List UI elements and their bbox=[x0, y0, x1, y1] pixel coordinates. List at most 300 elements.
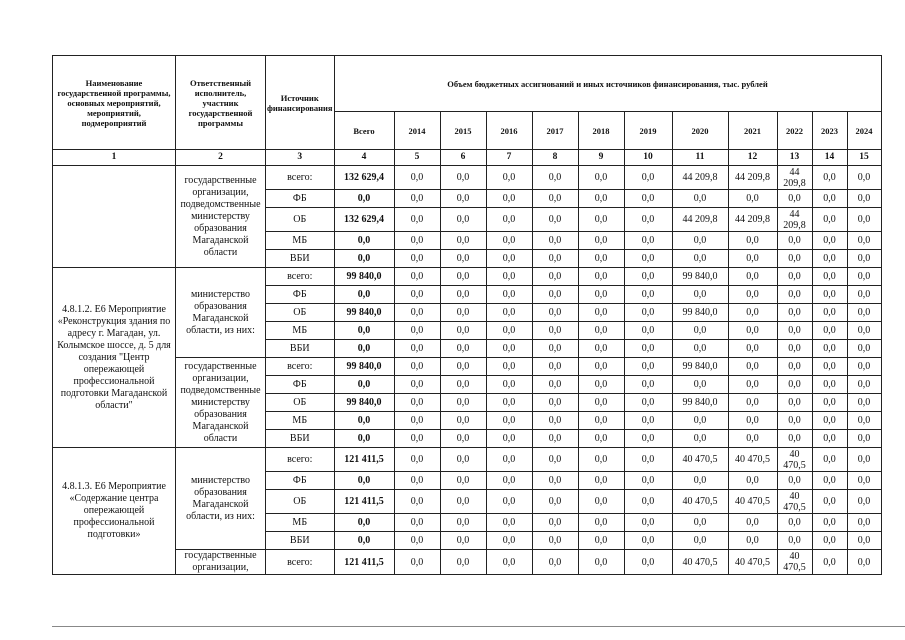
year-value-cell: 0,0 bbox=[578, 376, 624, 394]
year-value-cell: 0,0 bbox=[486, 250, 532, 268]
source-cell: ОБ bbox=[266, 208, 335, 232]
year-value-cell: 0,0 bbox=[624, 208, 672, 232]
year-value-cell: 0,0 bbox=[812, 514, 847, 532]
total-cell: 0,0 bbox=[334, 514, 394, 532]
total-cell: 0,0 bbox=[334, 430, 394, 448]
total-cell: 0,0 bbox=[334, 322, 394, 340]
year-value-cell: 0,0 bbox=[532, 448, 578, 472]
year-value-cell: 0,0 bbox=[812, 232, 847, 250]
header-year: 2023 bbox=[812, 112, 847, 150]
year-value-cell: 44 209,8 bbox=[728, 208, 777, 232]
year-value-cell: 0,0 bbox=[578, 166, 624, 190]
year-value-cell: 0,0 bbox=[486, 268, 532, 286]
year-value-cell: 0,0 bbox=[672, 286, 728, 304]
year-value-cell: 0,0 bbox=[672, 412, 728, 430]
year-value-cell: 0,0 bbox=[624, 394, 672, 412]
year-value-cell: 0,0 bbox=[672, 250, 728, 268]
header-year: 2019 bbox=[624, 112, 672, 150]
year-value-cell: 0,0 bbox=[532, 490, 578, 514]
year-value-cell: 0,0 bbox=[812, 286, 847, 304]
year-value-cell: 40 470,5 bbox=[672, 448, 728, 472]
year-value-cell: 0,0 bbox=[847, 208, 881, 232]
year-value-cell: 0,0 bbox=[578, 340, 624, 358]
year-value-cell: 0,0 bbox=[624, 472, 672, 490]
source-cell: ФБ bbox=[266, 190, 335, 208]
year-value-cell: 40 470,5 bbox=[672, 550, 728, 575]
table-row bbox=[53, 550, 882, 575]
year-value-cell: 0,0 bbox=[624, 322, 672, 340]
year-value-cell: 99 840,0 bbox=[672, 304, 728, 322]
year-value-cell: 0,0 bbox=[394, 166, 440, 190]
year-value-cell: 0,0 bbox=[578, 412, 624, 430]
year-value-cell: 0,0 bbox=[532, 340, 578, 358]
year-value-cell: 40 470,5 bbox=[777, 490, 812, 514]
total-cell: 0,0 bbox=[334, 412, 394, 430]
year-value-cell: 0,0 bbox=[624, 490, 672, 514]
year-value-cell: 0,0 bbox=[486, 532, 532, 550]
header-year: 2024 bbox=[847, 112, 881, 150]
year-value-cell: 0,0 bbox=[728, 268, 777, 286]
year-value-cell: 0,0 bbox=[394, 286, 440, 304]
header-volume: Объем бюджетных ассигнований и иных источников финансирования, тыс. рублей bbox=[334, 56, 881, 112]
year-value-cell: 99 840,0 bbox=[672, 394, 728, 412]
measure-name: 4.8.1.2. Е6 Мероприятие «Реконструкция здания по адресу г. Магадан, ул. Колымское шоссе, д. 5 для создания "Центр опережающей профессиональной подготовки Магаданской области" bbox=[53, 268, 176, 448]
year-value-cell: 0,0 bbox=[777, 394, 812, 412]
financing-table bbox=[52, 55, 882, 575]
year-value-cell: 0,0 bbox=[486, 430, 532, 448]
source-cell: всего: bbox=[266, 268, 335, 286]
year-value-cell: 0,0 bbox=[812, 448, 847, 472]
executor-cell: государственные организации, подведомственные министерству образования Магаданской области bbox=[176, 358, 266, 448]
year-value-cell: 0,0 bbox=[812, 490, 847, 514]
year-value-cell: 0,0 bbox=[624, 286, 672, 304]
year-value-cell: 0,0 bbox=[624, 430, 672, 448]
year-value-cell: 99 840,0 bbox=[672, 268, 728, 286]
year-value-cell: 0,0 bbox=[847, 268, 881, 286]
year-value-cell: 0,0 bbox=[486, 490, 532, 514]
year-value-cell: 0,0 bbox=[532, 232, 578, 250]
year-value-cell: 0,0 bbox=[394, 550, 440, 575]
year-value-cell: 0,0 bbox=[486, 394, 532, 412]
column-number-row bbox=[53, 150, 882, 166]
measure-name: 4.8.1.3. Е6 Мероприятие «Содержание центра опережающей профессиональной подготовки» bbox=[53, 448, 176, 575]
total-cell: 121 411,5 bbox=[334, 550, 394, 575]
year-value-cell: 0,0 bbox=[847, 550, 881, 575]
year-value-cell: 0,0 bbox=[728, 472, 777, 490]
column-number: 5 bbox=[394, 150, 440, 166]
year-value-cell: 0,0 bbox=[624, 166, 672, 190]
total-cell: 0,0 bbox=[334, 340, 394, 358]
year-value-cell: 44 209,8 bbox=[728, 166, 777, 190]
year-value-cell: 0,0 bbox=[440, 232, 486, 250]
year-value-cell: 0,0 bbox=[728, 412, 777, 430]
year-value-cell: 0,0 bbox=[440, 550, 486, 575]
source-cell: ФБ bbox=[266, 286, 335, 304]
year-value-cell: 40 470,5 bbox=[777, 550, 812, 575]
year-value-cell: 0,0 bbox=[440, 490, 486, 514]
year-value-cell: 0,0 bbox=[847, 472, 881, 490]
year-value-cell: 0,0 bbox=[624, 412, 672, 430]
year-value-cell: 0,0 bbox=[486, 376, 532, 394]
year-value-cell: 0,0 bbox=[394, 412, 440, 430]
year-value-cell: 0,0 bbox=[532, 304, 578, 322]
year-value-cell: 0,0 bbox=[812, 550, 847, 575]
year-value-cell: 0,0 bbox=[394, 376, 440, 394]
year-value-cell: 0,0 bbox=[578, 514, 624, 532]
year-value-cell: 0,0 bbox=[847, 394, 881, 412]
year-value-cell: 0,0 bbox=[812, 166, 847, 190]
source-cell: всего: bbox=[266, 358, 335, 376]
year-value-cell: 0,0 bbox=[728, 232, 777, 250]
year-value-cell: 0,0 bbox=[394, 232, 440, 250]
year-value-cell: 0,0 bbox=[812, 430, 847, 448]
year-value-cell: 0,0 bbox=[486, 514, 532, 532]
year-value-cell: 0,0 bbox=[440, 472, 486, 490]
year-value-cell: 0,0 bbox=[624, 190, 672, 208]
header-year: 2014 bbox=[394, 112, 440, 150]
year-value-cell: 0,0 bbox=[777, 532, 812, 550]
year-value-cell: 0,0 bbox=[812, 304, 847, 322]
column-number: 6 bbox=[440, 150, 486, 166]
header-year: 2016 bbox=[486, 112, 532, 150]
total-cell: 0,0 bbox=[334, 532, 394, 550]
total-cell: 99 840,0 bbox=[334, 358, 394, 376]
year-value-cell: 0,0 bbox=[624, 358, 672, 376]
year-value-cell: 0,0 bbox=[486, 190, 532, 208]
year-value-cell: 0,0 bbox=[532, 322, 578, 340]
year-value-cell: 0,0 bbox=[812, 208, 847, 232]
year-value-cell: 0,0 bbox=[777, 430, 812, 448]
year-value-cell: 0,0 bbox=[486, 166, 532, 190]
year-value-cell: 0,0 bbox=[532, 166, 578, 190]
year-value-cell: 0,0 bbox=[624, 340, 672, 358]
column-number: 13 bbox=[777, 150, 812, 166]
source-cell: МБ bbox=[266, 232, 335, 250]
year-value-cell: 0,0 bbox=[532, 358, 578, 376]
year-value-cell: 0,0 bbox=[578, 472, 624, 490]
year-value-cell: 0,0 bbox=[847, 340, 881, 358]
year-value-cell: 0,0 bbox=[440, 412, 486, 430]
column-number: 8 bbox=[532, 150, 578, 166]
year-value-cell: 0,0 bbox=[728, 286, 777, 304]
year-value-cell: 0,0 bbox=[440, 514, 486, 532]
year-value-cell: 0,0 bbox=[624, 448, 672, 472]
column-number: 10 bbox=[624, 150, 672, 166]
table-row bbox=[53, 448, 882, 472]
year-value-cell: 0,0 bbox=[440, 340, 486, 358]
year-value-cell: 0,0 bbox=[728, 340, 777, 358]
year-value-cell: 0,0 bbox=[578, 532, 624, 550]
year-value-cell: 0,0 bbox=[812, 250, 847, 268]
source-cell: ОБ bbox=[266, 490, 335, 514]
year-value-cell: 0,0 bbox=[812, 472, 847, 490]
year-value-cell: 0,0 bbox=[486, 448, 532, 472]
header-executor: Ответственный исполнитель, участник государственной программы bbox=[176, 56, 266, 150]
year-value-cell: 0,0 bbox=[847, 514, 881, 532]
executor-cell: государственные организации, bbox=[176, 550, 266, 575]
total-cell: 99 840,0 bbox=[334, 304, 394, 322]
year-value-cell: 0,0 bbox=[672, 322, 728, 340]
year-value-cell: 40 470,5 bbox=[728, 490, 777, 514]
year-value-cell: 0,0 bbox=[777, 514, 812, 532]
year-value-cell: 0,0 bbox=[394, 472, 440, 490]
year-value-cell: 0,0 bbox=[777, 472, 812, 490]
year-value-cell: 0,0 bbox=[394, 430, 440, 448]
total-cell: 99 840,0 bbox=[334, 394, 394, 412]
year-value-cell: 0,0 bbox=[486, 340, 532, 358]
year-value-cell: 0,0 bbox=[672, 514, 728, 532]
source-cell: ФБ bbox=[266, 376, 335, 394]
year-value-cell: 0,0 bbox=[812, 394, 847, 412]
year-value-cell: 0,0 bbox=[440, 430, 486, 448]
column-number: 11 bbox=[672, 150, 728, 166]
total-cell: 121 411,5 bbox=[334, 490, 394, 514]
year-value-cell: 0,0 bbox=[812, 376, 847, 394]
year-value-cell: 0,0 bbox=[532, 394, 578, 412]
year-value-cell: 0,0 bbox=[394, 190, 440, 208]
header-year: 2022 bbox=[777, 112, 812, 150]
source-cell: ВБИ bbox=[266, 430, 335, 448]
header-total: Всего bbox=[334, 112, 394, 150]
year-value-cell: 0,0 bbox=[394, 322, 440, 340]
year-value-cell: 0,0 bbox=[728, 322, 777, 340]
year-value-cell: 0,0 bbox=[578, 322, 624, 340]
total-cell: 132 629,4 bbox=[334, 208, 394, 232]
year-value-cell: 0,0 bbox=[728, 250, 777, 268]
header-year: 2015 bbox=[440, 112, 486, 150]
year-value-cell: 0,0 bbox=[812, 268, 847, 286]
year-value-cell: 0,0 bbox=[394, 304, 440, 322]
column-number: 14 bbox=[812, 150, 847, 166]
year-value-cell: 0,0 bbox=[578, 490, 624, 514]
year-value-cell: 0,0 bbox=[578, 250, 624, 268]
year-value-cell: 0,0 bbox=[847, 358, 881, 376]
year-value-cell: 0,0 bbox=[672, 232, 728, 250]
year-value-cell: 0,0 bbox=[440, 304, 486, 322]
year-value-cell: 0,0 bbox=[440, 286, 486, 304]
year-value-cell: 0,0 bbox=[847, 412, 881, 430]
year-value-cell: 0,0 bbox=[440, 190, 486, 208]
year-value-cell: 0,0 bbox=[394, 532, 440, 550]
total-cell: 0,0 bbox=[334, 286, 394, 304]
year-value-cell: 0,0 bbox=[624, 532, 672, 550]
year-value-cell: 0,0 bbox=[532, 250, 578, 268]
table-row bbox=[53, 166, 882, 190]
source-cell: ВБИ bbox=[266, 532, 335, 550]
header-name: Наименование государственной программы, основных мероприятий, мероприятий, подмероприятий bbox=[53, 56, 176, 150]
year-value-cell: 0,0 bbox=[777, 232, 812, 250]
year-value-cell: 0,0 bbox=[578, 448, 624, 472]
year-value-cell: 0,0 bbox=[777, 358, 812, 376]
source-cell: ОБ bbox=[266, 394, 335, 412]
column-number: 15 bbox=[847, 150, 881, 166]
year-value-cell: 0,0 bbox=[394, 394, 440, 412]
year-value-cell: 0,0 bbox=[672, 340, 728, 358]
year-value-cell: 0,0 bbox=[394, 340, 440, 358]
year-value-cell: 0,0 bbox=[847, 232, 881, 250]
header-source: Источник финансирования bbox=[266, 56, 335, 150]
executor-cell: министерство образования Магаданской области, из них: bbox=[176, 268, 266, 358]
year-value-cell: 44 209,8 bbox=[672, 208, 728, 232]
document-sheet bbox=[52, 55, 882, 575]
table-body bbox=[53, 56, 882, 575]
year-value-cell: 0,0 bbox=[847, 532, 881, 550]
year-value-cell: 0,0 bbox=[812, 340, 847, 358]
year-value-cell: 0,0 bbox=[624, 514, 672, 532]
year-value-cell: 0,0 bbox=[532, 208, 578, 232]
year-value-cell: 0,0 bbox=[624, 250, 672, 268]
column-number: 2 bbox=[176, 150, 266, 166]
year-value-cell: 0,0 bbox=[440, 268, 486, 286]
year-value-cell: 0,0 bbox=[532, 472, 578, 490]
year-value-cell: 0,0 bbox=[728, 190, 777, 208]
year-value-cell: 0,0 bbox=[486, 550, 532, 575]
year-value-cell: 0,0 bbox=[624, 376, 672, 394]
year-value-cell: 0,0 bbox=[532, 412, 578, 430]
year-value-cell: 0,0 bbox=[532, 190, 578, 208]
year-value-cell: 0,0 bbox=[777, 340, 812, 358]
year-value-cell: 0,0 bbox=[847, 250, 881, 268]
year-value-cell: 0,0 bbox=[440, 532, 486, 550]
measure-name bbox=[53, 166, 176, 268]
year-value-cell: 0,0 bbox=[812, 190, 847, 208]
year-value-cell: 0,0 bbox=[486, 304, 532, 322]
year-value-cell: 0,0 bbox=[486, 472, 532, 490]
header-year: 2021 bbox=[728, 112, 777, 150]
year-value-cell: 0,0 bbox=[440, 448, 486, 472]
year-value-cell: 0,0 bbox=[532, 514, 578, 532]
year-value-cell: 44 209,8 bbox=[672, 166, 728, 190]
year-value-cell: 0,0 bbox=[728, 394, 777, 412]
year-value-cell: 0,0 bbox=[394, 358, 440, 376]
column-number: 1 bbox=[53, 150, 176, 166]
year-value-cell: 0,0 bbox=[578, 358, 624, 376]
total-cell: 0,0 bbox=[334, 190, 394, 208]
year-value-cell: 0,0 bbox=[578, 268, 624, 286]
year-value-cell: 99 840,0 bbox=[672, 358, 728, 376]
executor-cell: министерство образования Магаданской области, из них: bbox=[176, 448, 266, 550]
year-value-cell: 0,0 bbox=[486, 208, 532, 232]
year-value-cell: 0,0 bbox=[486, 286, 532, 304]
year-value-cell: 44 209,8 bbox=[777, 166, 812, 190]
total-cell: 121 411,5 bbox=[334, 448, 394, 472]
year-value-cell: 0,0 bbox=[578, 394, 624, 412]
source-cell: ФБ bbox=[266, 472, 335, 490]
year-value-cell: 0,0 bbox=[624, 268, 672, 286]
year-value-cell: 0,0 bbox=[394, 514, 440, 532]
year-value-cell: 0,0 bbox=[394, 250, 440, 268]
year-value-cell: 0,0 bbox=[578, 190, 624, 208]
year-value-cell: 0,0 bbox=[847, 166, 881, 190]
total-cell: 99 840,0 bbox=[334, 268, 394, 286]
total-cell: 0,0 bbox=[334, 376, 394, 394]
year-value-cell: 0,0 bbox=[532, 532, 578, 550]
total-cell: 0,0 bbox=[334, 232, 394, 250]
year-value-cell: 0,0 bbox=[672, 376, 728, 394]
year-value-cell: 0,0 bbox=[672, 430, 728, 448]
source-cell: МБ bbox=[266, 412, 335, 430]
source-cell: МБ bbox=[266, 514, 335, 532]
year-value-cell: 0,0 bbox=[812, 412, 847, 430]
year-value-cell: 0,0 bbox=[847, 322, 881, 340]
page-bottom-rule bbox=[52, 626, 905, 627]
year-value-cell: 0,0 bbox=[624, 550, 672, 575]
year-value-cell: 44 209,8 bbox=[777, 208, 812, 232]
year-value-cell: 0,0 bbox=[672, 532, 728, 550]
column-number: 3 bbox=[266, 150, 335, 166]
year-value-cell: 0,0 bbox=[486, 412, 532, 430]
year-value-cell: 0,0 bbox=[440, 322, 486, 340]
year-value-cell: 0,0 bbox=[578, 232, 624, 250]
table-row bbox=[53, 268, 882, 286]
year-value-cell: 0,0 bbox=[440, 250, 486, 268]
year-value-cell: 40 470,5 bbox=[777, 448, 812, 472]
year-value-cell: 0,0 bbox=[532, 268, 578, 286]
year-value-cell: 0,0 bbox=[777, 268, 812, 286]
source-cell: МБ bbox=[266, 322, 335, 340]
year-value-cell: 0,0 bbox=[532, 286, 578, 304]
year-value-cell: 0,0 bbox=[777, 250, 812, 268]
year-value-cell: 0,0 bbox=[728, 514, 777, 532]
column-number: 12 bbox=[728, 150, 777, 166]
year-value-cell: 0,0 bbox=[440, 394, 486, 412]
year-value-cell: 0,0 bbox=[394, 268, 440, 286]
year-value-cell: 0,0 bbox=[728, 376, 777, 394]
source-cell: всего: bbox=[266, 166, 335, 190]
year-value-cell: 0,0 bbox=[578, 286, 624, 304]
source-cell: ОБ bbox=[266, 304, 335, 322]
year-value-cell: 0,0 bbox=[624, 304, 672, 322]
year-value-cell: 40 470,5 bbox=[728, 550, 777, 575]
column-number: 9 bbox=[578, 150, 624, 166]
year-value-cell: 0,0 bbox=[812, 322, 847, 340]
table-row bbox=[53, 358, 882, 376]
year-value-cell: 0,0 bbox=[847, 304, 881, 322]
year-value-cell: 0,0 bbox=[847, 286, 881, 304]
year-value-cell: 0,0 bbox=[812, 358, 847, 376]
year-value-cell: 0,0 bbox=[532, 376, 578, 394]
source-cell: всего: bbox=[266, 550, 335, 575]
total-cell: 0,0 bbox=[334, 250, 394, 268]
year-value-cell: 0,0 bbox=[394, 448, 440, 472]
column-number: 4 bbox=[334, 150, 394, 166]
year-value-cell: 0,0 bbox=[728, 532, 777, 550]
year-value-cell: 0,0 bbox=[777, 190, 812, 208]
year-value-cell: 0,0 bbox=[672, 190, 728, 208]
total-cell: 132 629,4 bbox=[334, 166, 394, 190]
year-value-cell: 0,0 bbox=[847, 430, 881, 448]
year-value-cell: 0,0 bbox=[812, 532, 847, 550]
year-value-cell: 0,0 bbox=[847, 448, 881, 472]
year-value-cell: 0,0 bbox=[624, 232, 672, 250]
year-value-cell: 0,0 bbox=[728, 430, 777, 448]
column-number: 7 bbox=[486, 150, 532, 166]
year-value-cell: 0,0 bbox=[578, 208, 624, 232]
year-value-cell: 0,0 bbox=[728, 304, 777, 322]
year-value-cell: 0,0 bbox=[777, 376, 812, 394]
year-value-cell: 0,0 bbox=[486, 232, 532, 250]
header-row-top bbox=[53, 56, 882, 112]
year-value-cell: 0,0 bbox=[847, 190, 881, 208]
year-value-cell: 0,0 bbox=[532, 550, 578, 575]
year-value-cell: 0,0 bbox=[440, 358, 486, 376]
year-value-cell: 0,0 bbox=[440, 376, 486, 394]
year-value-cell: 0,0 bbox=[578, 430, 624, 448]
year-value-cell: 0,0 bbox=[532, 430, 578, 448]
source-cell: ВБИ bbox=[266, 250, 335, 268]
header-year: 2020 bbox=[672, 112, 728, 150]
year-value-cell: 0,0 bbox=[847, 490, 881, 514]
